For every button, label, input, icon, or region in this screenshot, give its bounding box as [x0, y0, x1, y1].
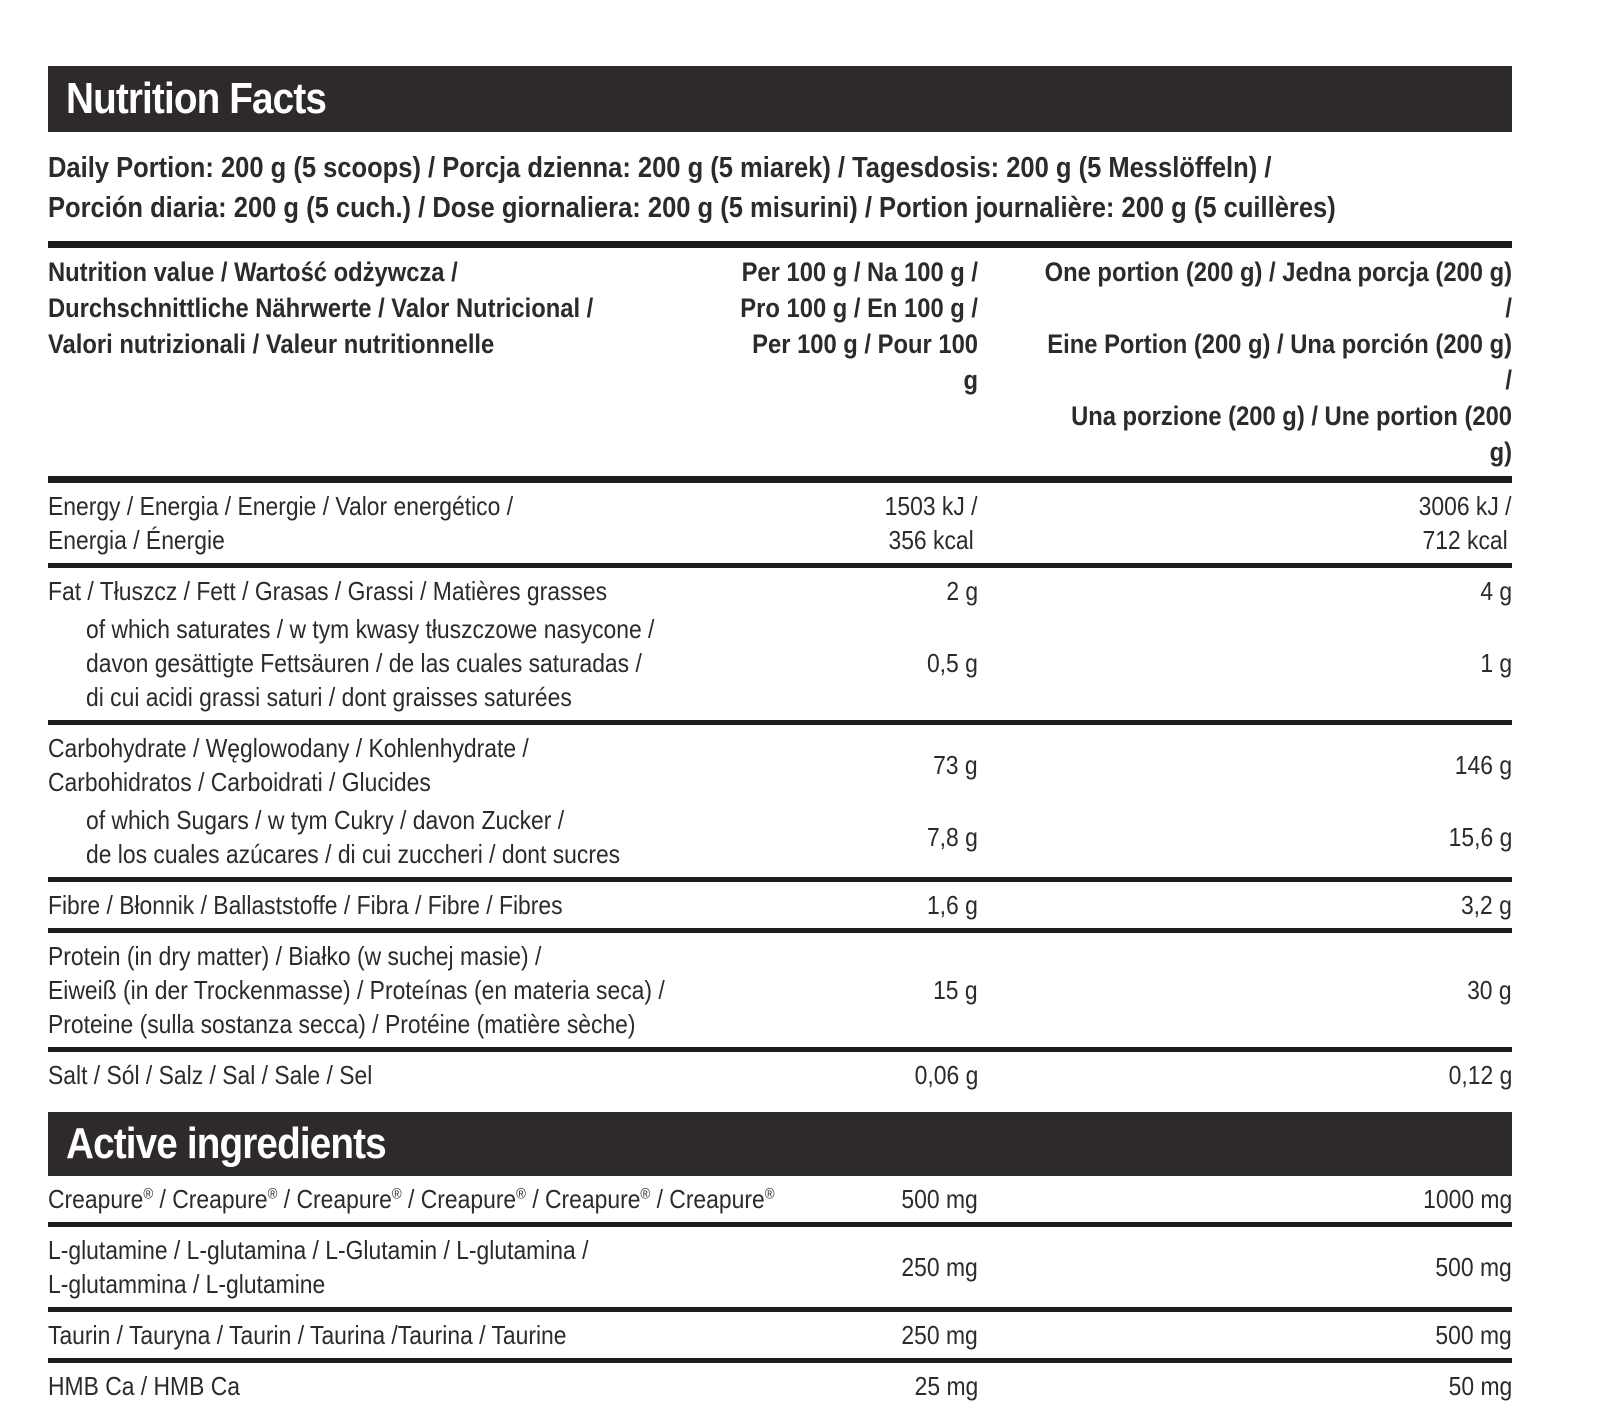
daily-portion-line: Daily Portion: 200 g (5 scoops) / Porcja dzienna: 200 g (5 miarek) / Tagesdosis: 200 g (5 Messlöffeln) /	[48, 152, 1272, 184]
row-segment	[48, 1233, 1512, 1301]
row-segment	[48, 888, 1512, 922]
row-label-line: Eiweiß (in der Trockenmasse) / Proteínas (en materia seca) /	[48, 975, 665, 1005]
row-segment	[48, 1369, 1512, 1401]
per-portion-value-line: 146 g	[1454, 750, 1512, 780]
per-portion-value	[978, 973, 1512, 1007]
row-label-line: Energia / Énergie	[48, 525, 225, 555]
per-portion-value	[978, 489, 1512, 557]
per-100g-value	[700, 574, 978, 608]
per-100g-value	[700, 1369, 978, 1401]
row-label-line: Salt / Sól / Salz / Sal / Sale / Sel	[48, 1060, 373, 1090]
daily-portion-line: Porción diaria: 200 g (5 cuch.) / Dose giornaliera: 200 g (5 misurini) / Portion journalière: 200 g (5 cuillères)	[48, 192, 1336, 224]
label-content	[48, 66, 1512, 1401]
row-label	[48, 1058, 700, 1092]
row-segment	[48, 612, 1512, 714]
row-label	[48, 574, 700, 608]
row-label	[48, 1233, 700, 1301]
per-100g-value-line: 1,6 g	[927, 890, 978, 920]
per-portion-value-line: 0,12 g	[1448, 1060, 1512, 1090]
row-label-line: Protein (in dry matter) / Białko (w suchej masie) /	[48, 941, 542, 971]
per-100g-value	[700, 1318, 978, 1352]
row-segment	[48, 1318, 1512, 1352]
daily-portion-text	[48, 148, 1336, 228]
per-100g-value	[700, 489, 978, 557]
per-portion-value	[978, 1318, 1512, 1352]
row-label	[48, 489, 700, 557]
nutrition-row-fibre	[48, 882, 1512, 928]
per-portion-value	[978, 1250, 1512, 1284]
per-100g-value-line: 250 mg	[901, 1252, 978, 1282]
nutrition-row-salt	[48, 1052, 1512, 1098]
row-segment	[48, 939, 1512, 1041]
row-label-line: Taurin / Tauryna / Taurin / Taurina /Taurina / Taurine	[48, 1320, 567, 1350]
per-portion-value-line: 3006 kJ /	[1419, 491, 1512, 521]
header-per-100g-line: Pro 100 g / En 100 g /	[740, 293, 978, 323]
per-100g-value-line: 0,06 g	[914, 1060, 978, 1090]
header-name-line: Nutrition value / Wartość odżywcza /	[48, 257, 458, 287]
per-100g-value	[700, 646, 978, 680]
per-portion-value-line: 500 mg	[1435, 1252, 1512, 1282]
column-header-per-100g	[733, 254, 978, 470]
per-portion-value	[978, 1369, 1512, 1401]
per-portion-value	[978, 888, 1512, 922]
separator-rule-top	[48, 241, 1512, 248]
per-portion-value	[978, 1058, 1512, 1092]
row-label	[48, 803, 700, 871]
active-ingredients-banner	[48, 1112, 1512, 1176]
header-per-100g-line: Per 100 g / Pour 100 g	[752, 329, 978, 395]
per-100g-value-line: 1503 kJ /	[885, 491, 978, 521]
header-name-line: Durchschnittliche Nährwerte / Valor Nutricional /	[48, 293, 594, 323]
per-100g-value-line: 2 g	[946, 576, 978, 606]
row-label	[48, 939, 700, 1041]
active-ingredient-row-hmb-ca	[48, 1363, 1512, 1401]
row-label-line: de los cuales azúcares / di cui zuccheri / dont sucres	[86, 839, 621, 869]
active-ingredient-row-taurine	[48, 1312, 1512, 1358]
row-segment	[48, 1058, 1512, 1092]
per-100g-value-line: 0,5 g	[927, 648, 978, 678]
per-portion-value-line: 712 kcal	[1422, 525, 1509, 555]
per-100g-value	[700, 1250, 978, 1284]
row-label-line: Fat / Tłuszcz / Fett / Grasas / Grassi / Matières grasses	[48, 576, 608, 606]
header-per-portion-line: One portion (200 g) / Jedna porcja (200 g) /	[1044, 257, 1512, 323]
per-portion-value	[978, 646, 1512, 680]
row-label-line: HMB Ca / HMB Ca	[48, 1371, 240, 1401]
per-portion-value-line: 4 g	[1480, 576, 1512, 606]
column-header-per-portion	[1042, 254, 1512, 470]
per-100g-value-line: 500 mg	[901, 1184, 978, 1214]
row-label-line: di cui acidi grassi saturi / dont graisses saturées	[86, 682, 572, 712]
row-label-line: L-glutamine / L-glutamina / L-Glutamin / L-glutamina /	[48, 1235, 589, 1265]
table-header-row	[48, 248, 1512, 476]
per-100g-value	[700, 888, 978, 922]
row-segment	[48, 574, 1512, 608]
row-segment	[48, 731, 1512, 799]
row-label-line: Creapure® / Creapure® / Creapure® / Creapure® / Creapure® / Creapure®	[48, 1184, 775, 1214]
separator-rule-header-bottom	[48, 476, 1512, 483]
row-label	[48, 731, 700, 799]
per-portion-value-line: 500 mg	[1435, 1320, 1512, 1350]
per-100g-value	[700, 1058, 978, 1092]
nutrition-row-energy	[48, 483, 1512, 563]
per-portion-value	[978, 820, 1512, 854]
row-segment	[48, 803, 1512, 871]
nutrition-row-carbohydrate	[48, 725, 1512, 877]
row-label	[48, 888, 700, 922]
active-ingredients-title: Active ingredients	[66, 1119, 386, 1168]
row-label-line: Carbohydrate / Węglowodany / Kohlenhydrate /	[48, 733, 529, 763]
per-portion-value-line: 3,2 g	[1461, 890, 1512, 920]
active-ingredient-row-creapure	[48, 1176, 1512, 1222]
row-label-line: davon gesättigte Fettsäuren / de las cuales saturadas /	[86, 648, 642, 678]
per-100g-value-line: 7,8 g	[927, 822, 978, 852]
per-portion-value	[978, 748, 1512, 782]
per-100g-value-line: 15 g	[933, 975, 978, 1005]
row-label-line: Carbohidratos / Carboidrati / Glucides	[48, 767, 431, 797]
per-portion-value	[978, 574, 1512, 608]
per-100g-value	[700, 748, 978, 782]
per-portion-value-line: 1000 mg	[1422, 1184, 1512, 1214]
header-per-portion-line: Eine Portion (200 g) / Una porción (200 g) /	[1047, 329, 1512, 395]
per-100g-value-line: 356 kcal	[888, 525, 975, 555]
active-ingredients-rows-section	[48, 1176, 1512, 1401]
header-per-portion-line: Una porzione (200 g) / Une portion (200 g)	[1071, 401, 1512, 467]
per-portion-value-line: 50 mg	[1448, 1371, 1512, 1401]
row-label-line: Energy / Energia / Energie / Valor energético /	[48, 491, 514, 521]
per-100g-value	[700, 973, 978, 1007]
header-per-100g-line: Per 100 g / Na 100 g /	[741, 257, 978, 287]
row-label	[48, 1369, 700, 1401]
row-label	[48, 612, 700, 714]
header-name-line: Valori nutrizionali / Valeur nutritionnelle	[48, 329, 495, 359]
row-segment	[48, 1182, 1512, 1216]
per-portion-value-line: 30 g	[1467, 975, 1512, 1005]
row-label-line: of which saturates / w tym kwasy tłuszczowe nasycone /	[86, 614, 655, 644]
row-label-line: L-glutammina / L-glutamine	[48, 1269, 326, 1299]
per-portion-value	[978, 1182, 1512, 1216]
nutrition-row-protein	[48, 933, 1512, 1047]
per-100g-value	[700, 820, 978, 854]
active-ingredient-row-l-glutamine	[48, 1227, 1512, 1307]
per-portion-value-line: 1 g	[1480, 648, 1512, 678]
per-100g-value-line: 250 mg	[901, 1320, 978, 1350]
nutrition-row-fat	[48, 568, 1512, 720]
per-100g-value-line: 73 g	[933, 750, 978, 780]
row-label-line: Proteine (sulla sostanza secca) / Protéine (matière sèche)	[48, 1009, 636, 1039]
per-portion-value-line: 15,6 g	[1448, 822, 1512, 852]
row-segment	[48, 489, 1512, 557]
nutrition-rows-section	[48, 483, 1512, 1098]
row-label-line: of which Sugars / w tym Cukry / davon Zucker /	[86, 805, 565, 835]
row-label	[48, 1182, 775, 1216]
row-label-line: Fibre / Błonnik / Ballaststoffe / Fibra / Fibre / Fibres	[48, 890, 563, 920]
row-label	[48, 1318, 700, 1352]
nutrition-facts-banner	[48, 66, 1512, 132]
per-100g-value-line: 25 mg	[914, 1371, 978, 1401]
column-header-nutrition-value	[48, 254, 622, 362]
nutrition-facts-title: Nutrition Facts	[66, 74, 326, 123]
